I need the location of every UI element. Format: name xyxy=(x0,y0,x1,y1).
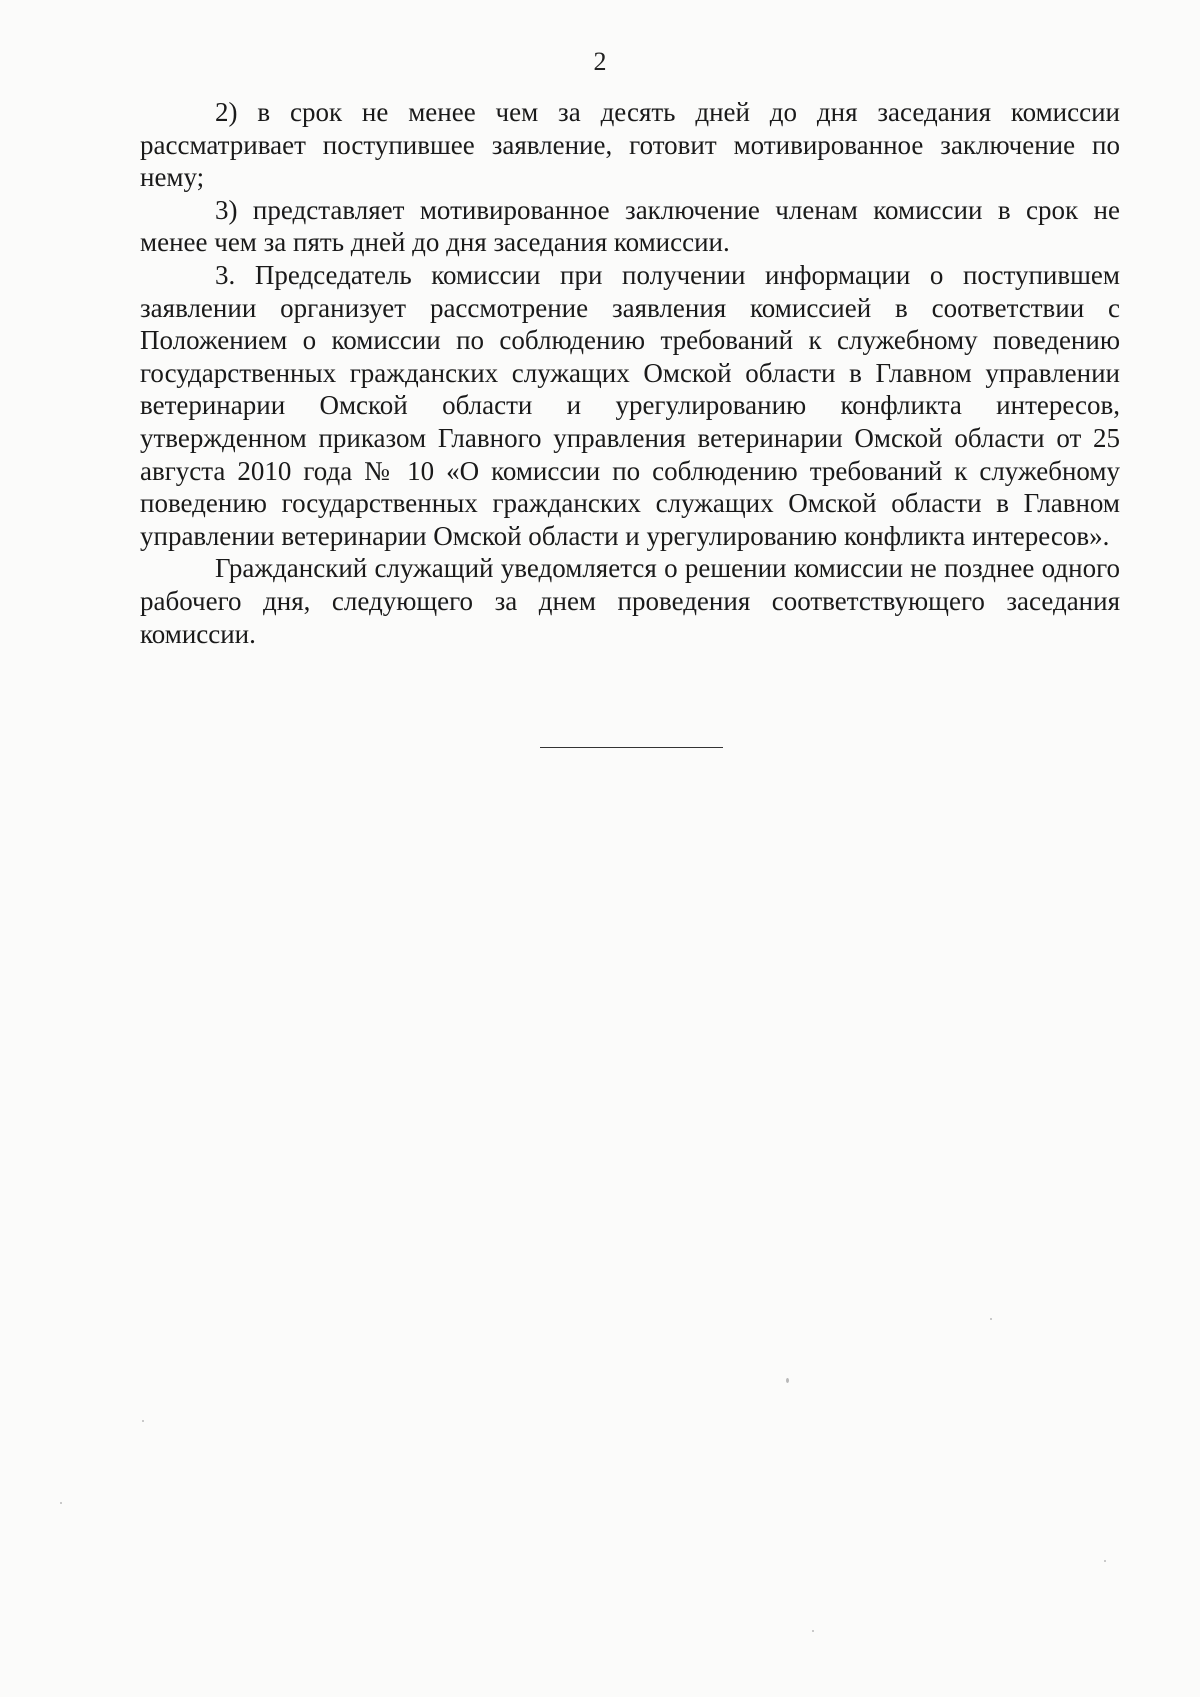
end-of-text-rule xyxy=(540,747,723,748)
page-number: 2 xyxy=(593,47,607,76)
paragraph-item-2: 2) в срок не менее чем за десять дней до дня заседания комиссии рассматривает поступившее заявление, готовит мотивированное заключение по нему; xyxy=(140,97,1120,193)
paragraph-section-3: 3. Председатель комиссии при получении информации о поступившем заявлении организует рассмотрение заявления комиссией в соответствии с Положением о комиссии по соблюдению требований к служебному поведению государственных гражданских служащих Омской области в Главном управлении ветеринарии Омской области и урегулированию конфликта интересов, утвержденном приказом Главного управления ветеринарии Омской области от 25 августа 2010 года № 10 «О комиссии по соблюдению требований к служебному поведению государственных гражданских служащих Омской области в Главном управлении ветеринарии Омской области и урегулированию конфликта интересов». xyxy=(140,259,1120,551)
paragraph-item-3: 3) представляет мотивированное заключение членам комиссии в срок не менее чем за пять дней до дня заседания комиссии. xyxy=(140,194,1120,258)
scan-speck xyxy=(786,1378,789,1383)
scan-speck xyxy=(60,1502,62,1504)
scan-speck xyxy=(1104,1560,1106,1562)
paragraph-notification: Гражданский служащий уведомляется о решении комиссии не позднее одного рабочего дня, следующего за днем проведения соответствующего заседания комиссии. xyxy=(140,553,1120,649)
scan-speck xyxy=(812,1630,814,1632)
scan-speck xyxy=(142,1420,144,1422)
document-body xyxy=(140,96,1120,650)
scan-speck xyxy=(990,1318,992,1320)
